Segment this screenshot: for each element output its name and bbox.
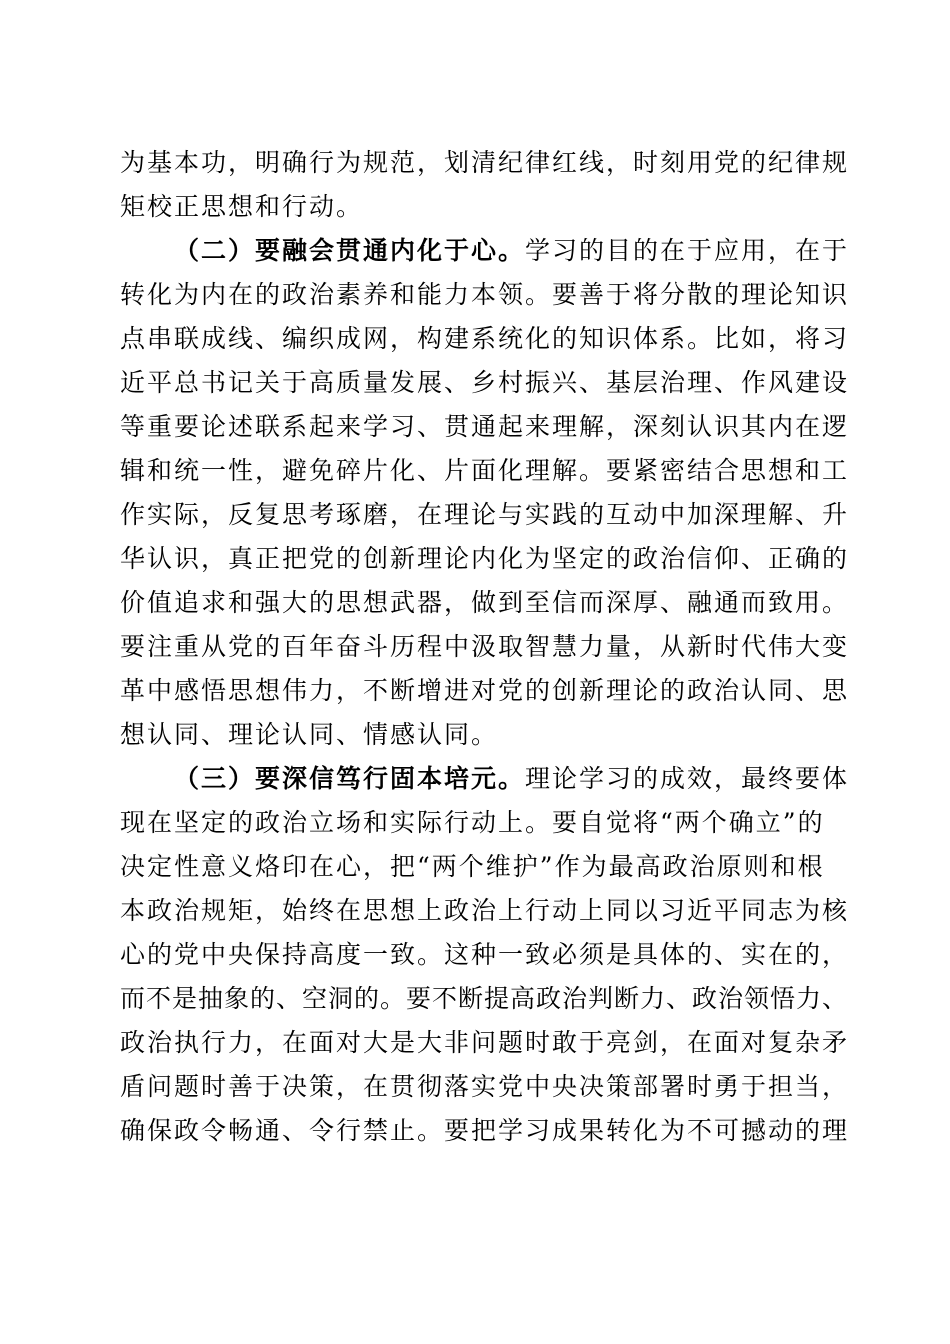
text-line: 确保政令畅通、令行禁止。要把学习成果转化为不可撼动的理: [120, 1116, 850, 1145]
text-line: 理论学习的成效，最终要体: [525, 764, 850, 793]
text-line: 近平总书记关于高质量发展、乡村振兴、基层治理、作风建设: [120, 368, 850, 397]
text-line: 华认识，真正把党的创新理论内化为坚定的政治信仰、正确的: [120, 544, 850, 573]
section-two-line: [174, 229, 850, 273]
text-line: 而不是抽象的、空洞的。要不断提高政治判断力、政治领悟力、: [120, 984, 849, 1013]
text-line: 点串联成线、编织成网，构建系统化的知识体系。比如，将习: [120, 324, 850, 353]
section-two-heading: （二）要融会贯通内化于心。: [174, 236, 526, 265]
text-line: 革中感悟思想伟力，不断增进对党的创新理论的政治认同、思: [120, 676, 850, 705]
text-line: 现在坚定的政治立场和实际行动上。要自觉将“两个确立”的: [120, 808, 825, 837]
section-three-heading: （三）要深信笃行固本培元。: [174, 764, 526, 793]
text-line: 心的党中央保持高度一致。这种一致必须是具体的、实在的，: [120, 940, 850, 969]
text-line: 为基本功，明确行为规范，划清纪律红线，时刻用党的纪律规: [120, 148, 850, 177]
text-line: 学习的目的在于应用，在于: [525, 236, 850, 265]
text-line: 盾问题时善于决策，在贯彻落实党中央决策部署时勇于担当，: [120, 1072, 850, 1101]
text-line: 要注重从党的百年奋斗历程中汲取智慧力量，从新时代伟大变: [120, 632, 850, 661]
text-line: 本政治规矩，始终在思想上政治上行动上同以习近平同志为核: [120, 896, 850, 925]
text-line: 作实际，反复思考琢磨，在理论与实践的互动中加深理解、升: [120, 500, 850, 529]
text-line: 转化为内在的政治素养和能力本领。要善于将分散的理论知识: [120, 280, 850, 309]
text-line: 想认同、理论认同、情感认同。: [120, 720, 499, 749]
text-line: 决定性意义烙印在心，把“两个维护”作为最高政治原则和根: [120, 852, 825, 881]
section-three-line: [174, 757, 850, 801]
text-line: 政治执行力，在面对大是大非问题时敢于亮剑，在面对复杂矛: [120, 1028, 850, 1057]
text-line: 辑和统一性，避免碎片化、片面化理解。要紧密结合思想和工: [120, 456, 850, 485]
text-line: 价值追求和强大的思想武器，做到至信而深厚、融通而致用。: [120, 588, 850, 617]
text-line: 矩校正思想和行动。: [120, 192, 364, 221]
text-line: 等重要论述联系起来学习、贯通起来理解，深刻认识其内在逻: [120, 412, 850, 441]
